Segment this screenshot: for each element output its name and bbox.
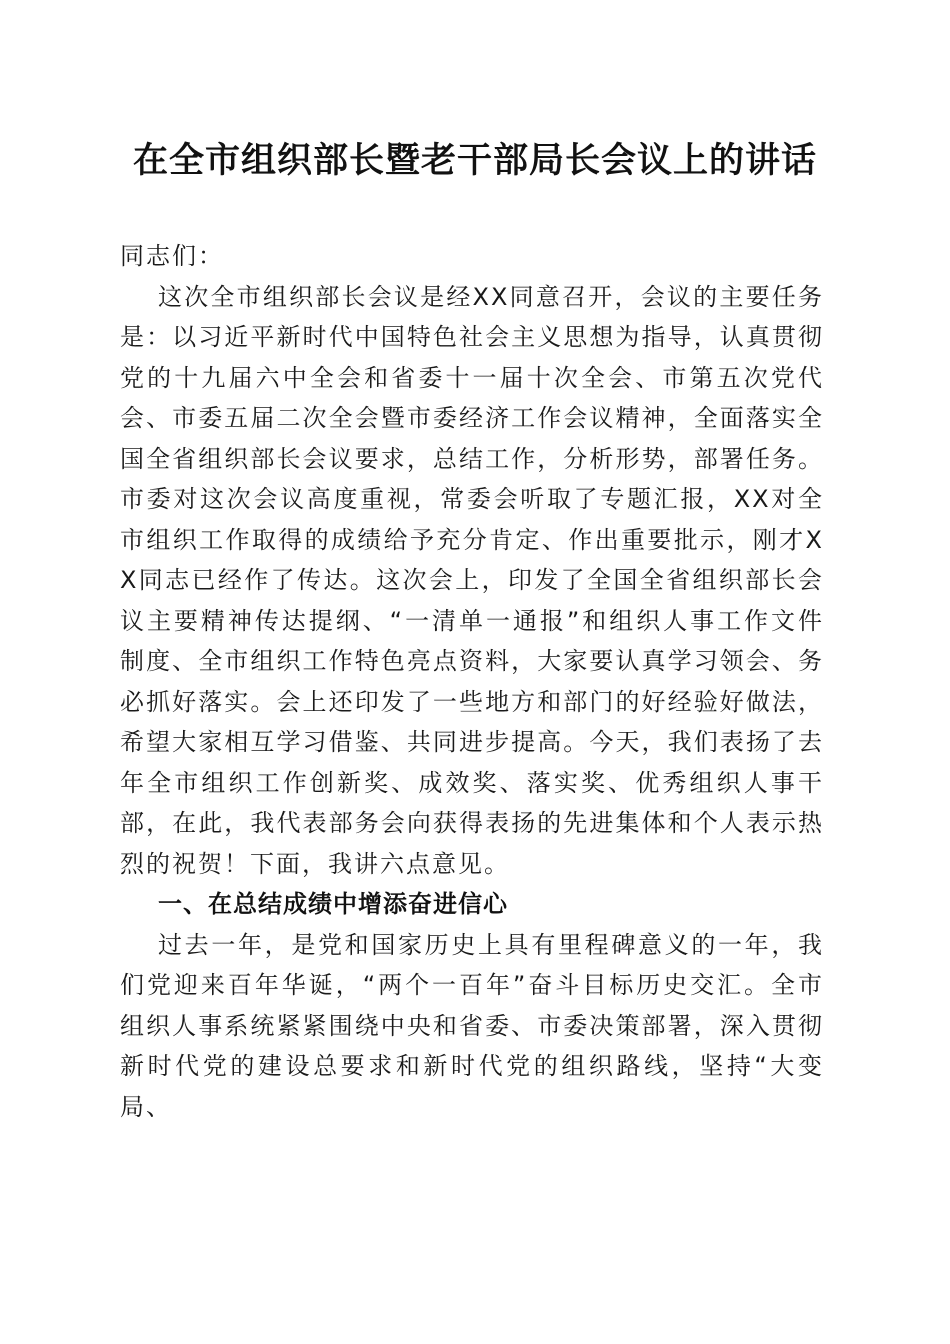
paragraph-achievements: 过去一年，是党和国家历史上具有里程碑意义的一年，我们党迎来百年华诞，“两个一百年”奋斗目标历史交汇。全市组织人事系统紧紧围绕中央和省委、市委决策部署，深入贯彻新时代党的建设总要求和新时代党的组织路线，坚持“大变局、: [120, 930, 824, 1121]
salutation: 同志们：: [120, 242, 224, 270]
document-body: [120, 236, 824, 1127]
paragraph-intro: 这次全市组织部长会议是经XX同意召开，会议的主要任务是：以习近平新时代中国特色社会主义思想为指导，认真贯彻党的十九届六中全会和省委十一届十次全会、市第五次党代会、市委五届二次全会暨市委经济工作会议精神，全面落实全国全省组织部长会议要求，总结工作，分析形势，部署任务。市委对这次会议高度重视，常委会听取了专题汇报，XX对全市组织工作取得的成绩给予充分肯定、作出重要批示，刚才XX同志已经作了传达。这次会上，印发了全国全省组织部长会议主要精神传达提纲、“一清单一通报”和组织人事工作文件制度、全市组织工作特色亮点资料，大家要认真学习领会、务必抓好落实。会上还印发了一些地方和部门的好经验好做法，希望大家相互学习借鉴、共同进步提高。今天，我们表扬了去年全市组织工作创新奖、成效奖、落实奖、优秀组织人事干部，在此，我代表部务会向获得表扬的先进集体和个人表示热烈的祝贺！下面，我讲六点意见。: [120, 282, 824, 878]
section-heading-1: 一、在总结成绩中增添奋进信心: [158, 890, 508, 918]
document-title: 在全市组织部长暨老干部局长会议上的讲话: [132, 140, 817, 181]
